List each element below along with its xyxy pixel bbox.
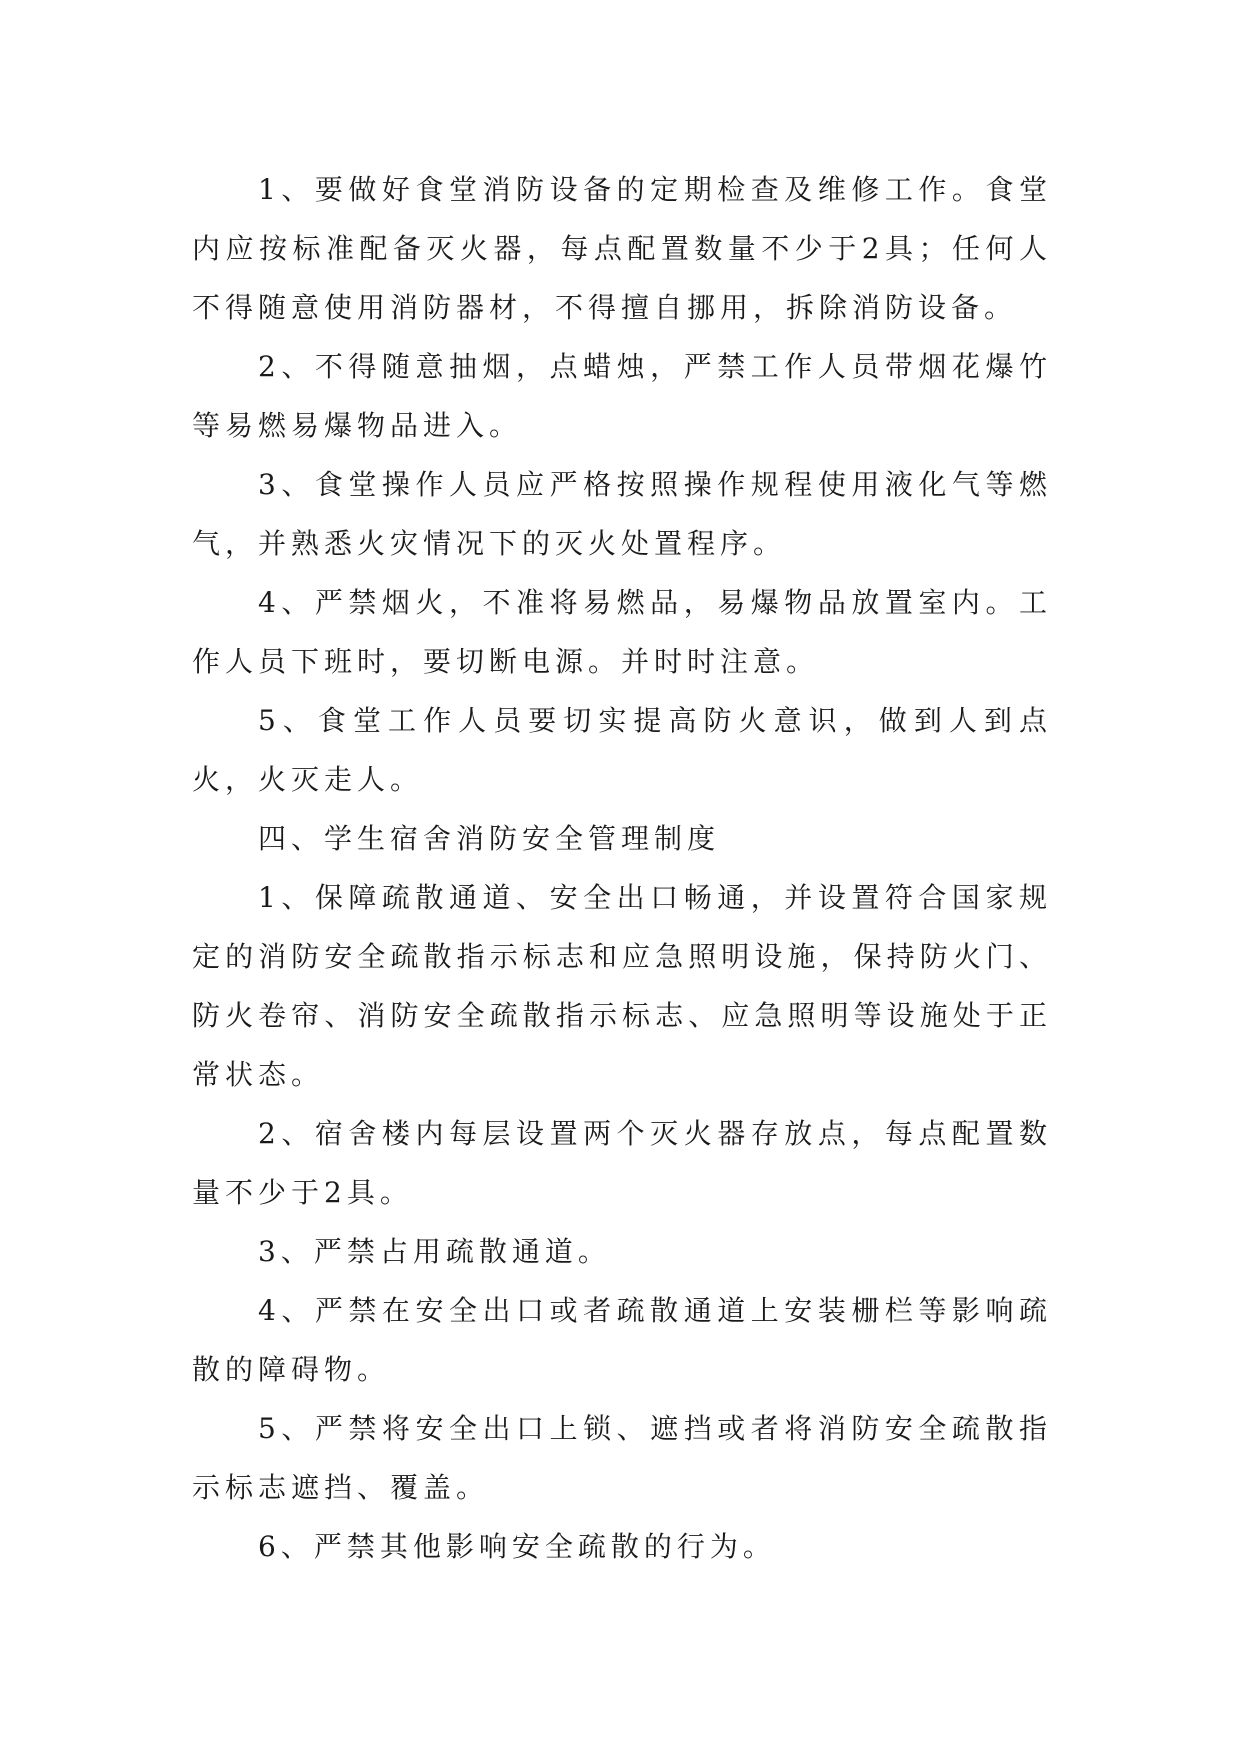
paragraph-dorm-2: 2、宿舍楼内每层设置两个灭火器存放点，每点配置数量不少于2具。 bbox=[192, 1117, 1052, 1209]
paragraph-dorm-5: 5、严禁将安全出口上锁、遮挡或者将消防安全疏散指示标志遮挡、覆盖。 bbox=[192, 1412, 1052, 1504]
paragraph-canteen-3: 3、食堂操作人员应严格按照操作规程使用液化气等燃气，并熟悉火灾情况下的灭火处置程序。 bbox=[192, 468, 1052, 560]
paragraph-canteen-2: 2、不得随意抽烟，点蜡烛，严禁工作人员带烟花爆竹等易燃易爆物品进入。 bbox=[192, 350, 1052, 442]
paragraph-canteen-4: 4、严禁烟火，不准将易燃品，易爆物品放置室内。工作人员下班时，要切断电源。并时时注意。 bbox=[192, 586, 1052, 678]
paragraph-dorm-3: 3、严禁占用疏散通道。 bbox=[258, 1235, 611, 1268]
section-heading-dormitory: 四、学生宿舍消防安全管理制度 bbox=[258, 822, 721, 855]
paragraph-dorm-6: 6、严禁其他影响安全疏散的行为。 bbox=[258, 1530, 776, 1563]
paragraph-dorm-4: 4、严禁在安全出口或者疏散通道上安装栅栏等影响疏散的障碍物。 bbox=[192, 1294, 1052, 1386]
paragraph-canteen-1: 1、要做好食堂消防设备的定期检查及维修工作。食堂内应按标准配备灭火器，每点配置数量不少于2具；任何人不得随意使用消防器材，不得擅自挪用，拆除消防设备。 bbox=[192, 173, 1052, 324]
paragraph-canteen-5: 5、食堂工作人员要切实提高防火意识，做到人到点火，火灭走人。 bbox=[192, 704, 1052, 796]
document-body bbox=[192, 160, 1052, 1576]
paragraph-dorm-1: 1、保障疏散通道、安全出口畅通，并设置符合国家规定的消防安全疏散指示标志和应急照明设施，保持防火门、防火卷帘、消防安全疏散指示标志、应急照明等设施处于正常状态。 bbox=[192, 881, 1052, 1091]
